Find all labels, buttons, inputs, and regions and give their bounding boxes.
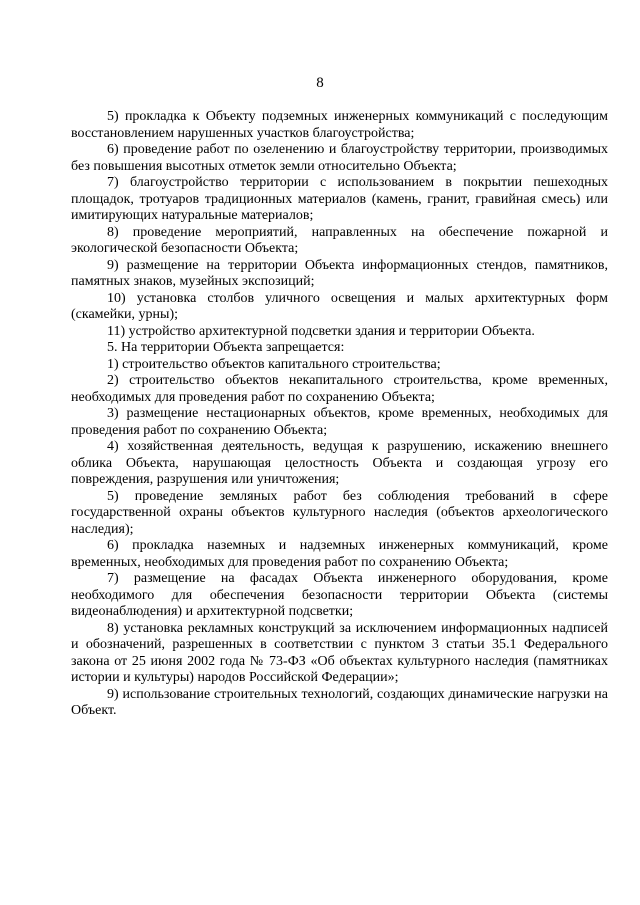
paragraph-item-6-landscaping: 6) проведение работ по озеленению и благоустройству территории, производимых без повышения высотных отметок земли относительно Объекта; bbox=[71, 142, 608, 174]
paragraph-item-9-info-stands: 9) размещение на территории Объекта информационных стендов, памятников, памятных знаков, музейных экспозиций; bbox=[71, 257, 608, 289]
page-number: 8 bbox=[316, 75, 324, 91]
paragraph-prohibition-8: 8) установка рекламных конструкций за исключением информационных надписей и обозначений, разрешенных в соответствии с пунктом 3 статьи 35.1 Федерального закона от 25 июня 2002 года № 73-ФЗ «Об объектах культурного наследия (памятниках истории и культуры) народов Российской Федерации»; bbox=[71, 620, 608, 685]
paragraph-prohibition-4: 4) хозяйственная деятельность, ведущая к разрушению, искажению внешнего облика Объекта, нарушающая целостность Объекта и создающая угрозу его повреждения, разрушения или уничтожения; bbox=[71, 439, 608, 487]
paragraph-item-5-underground-utilities: 5) прокладка к Объекту подземных инженерных коммуникаций с последующим восстановлением нарушенных участков благоустройства; bbox=[71, 109, 608, 141]
paragraph-prohibition-2: 2) строительство объектов некапитального строительства, кроме временных, необходимых для проведения работ по сохранению Объекта; bbox=[71, 373, 608, 405]
section-heading-prohibitions: 5. На территории Объекта запрещается: bbox=[107, 340, 345, 355]
paragraph-prohibition-7: 7) размещение на фасадах Объекта инженерного оборудования, кроме необходимого для обеспечения безопасности территории Объекта (системы видеонаблюдения) и архитектурной подсветки; bbox=[71, 571, 608, 619]
paragraph-prohibition-3: 3) размещение нестационарных объектов, кроме временных, необходимых для проведения работ по сохранению Объекта; bbox=[71, 406, 608, 438]
paragraph-item-8-fire-safety: 8) проведение мероприятий, направленных на обеспечение пожарной и экологической безопасности Объекта; bbox=[71, 224, 608, 256]
paragraph-prohibition-1: 1) строительство объектов капитального строительства; bbox=[107, 356, 441, 372]
paragraph-prohibition-9: 9) использование строительных технологий, создающих динамические нагрузки на Объект. bbox=[71, 686, 608, 718]
paragraph-prohibition-5: 5) проведение земляных работ без соблюдения требований в сфере государственной охраны объектов культурного наследия (объектов археологического наследия); bbox=[71, 488, 608, 537]
document-body bbox=[71, 109, 608, 720]
paragraph-item-10-street-lighting: 10) установка столбов уличного освещения и малых архитектурных форм (скамейки, урны); bbox=[71, 290, 608, 322]
paragraph-item-7-territory-improvement: 7) благоустройство территории с использованием в покрытии пешеходных площадок, тротуаров традиционных материалов (камень, гранит, гравийная смесь) или имитирующих натуральные материалов; bbox=[71, 175, 608, 223]
paragraph-prohibition-6: 6) прокладка наземных и надземных инженерных коммуникаций, кроме временных, необходимых для проведения работ по сохранению Объекта; bbox=[71, 538, 608, 570]
paragraph-item-11-architectural-lighting: 11) устройство архитектурной подсветки здания и территории Объекта. bbox=[107, 323, 535, 339]
